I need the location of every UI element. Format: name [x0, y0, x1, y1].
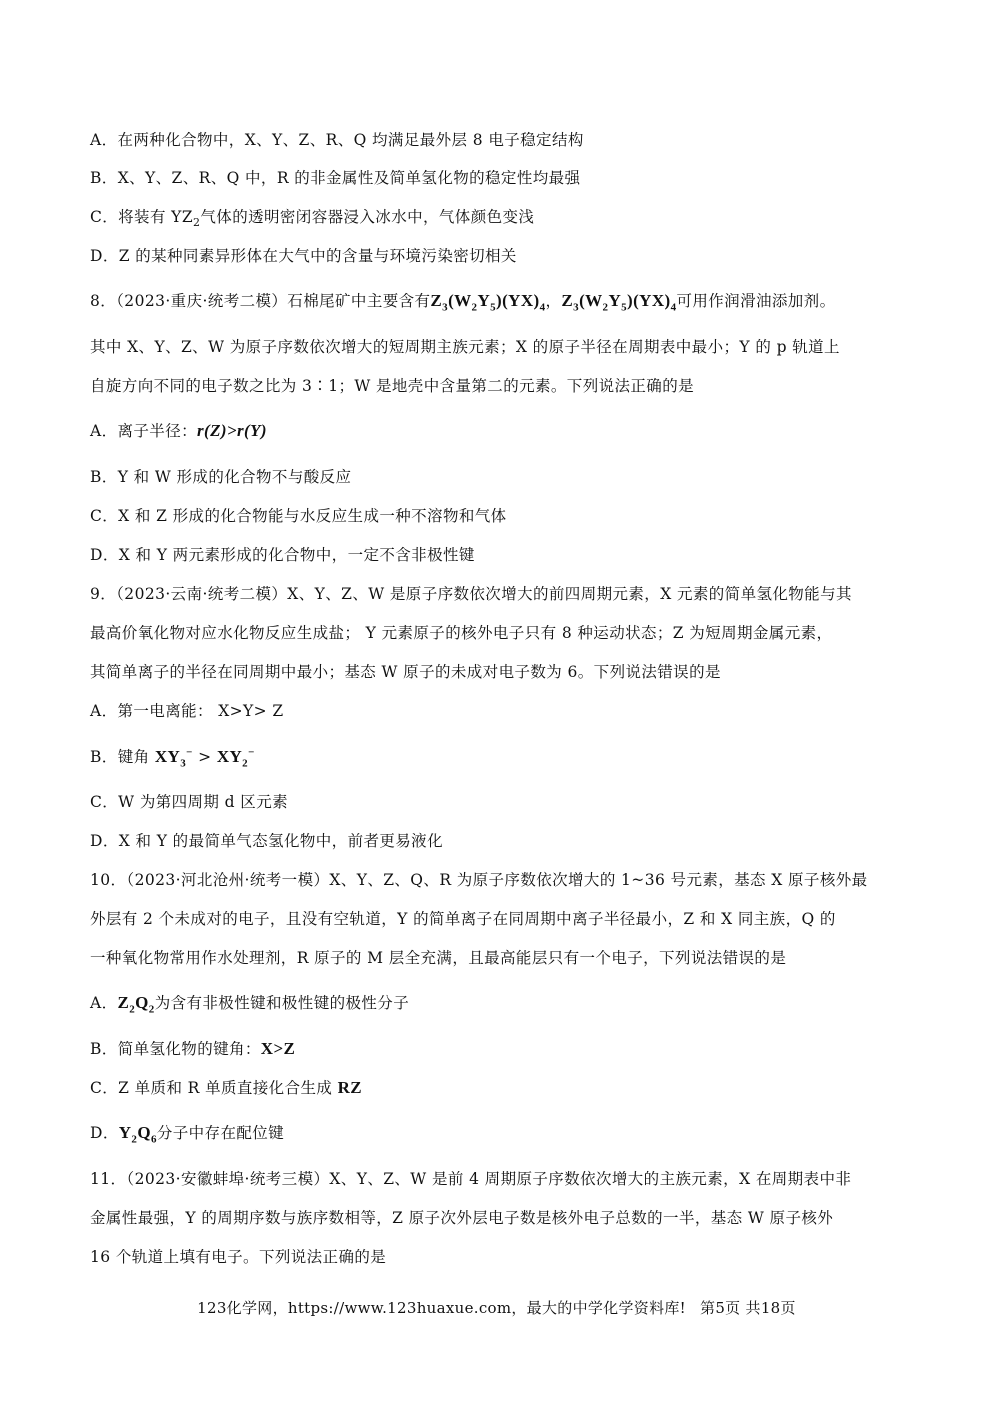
q7-option-d: D．Z 的某种同素异形体在大气中的含量与环境污染密切相关: [90, 247, 517, 265]
q7-option-c: C．将装有 $YZ_2$气体的透明密闭容器浸入冰水中，气体颜色变浅: [90, 208, 535, 230]
q10-option-b: B．简单氢化物的键角：X>Z: [90, 1039, 296, 1058]
q11-stem-line-2: 金属性最强，Y 的周期序数与族序数相等，Z 原子次外层电子数是核外电子总数的一半，基态 W 原子核外: [90, 1209, 834, 1227]
q8-formula-2: $Z_3(W_2Y_5)(YX)_4$: [561, 291, 677, 314]
q10-stem-line-2: 外层有 2 个未成对的电子，且没有空轨道，Y 的简单离子在同周期中离子半径最小，Z 和 X 同主族，Q 的: [90, 910, 836, 928]
q8-option-c: C．X 和 Z 形成的化合物能与水反应生成一种不溶物和气体: [90, 507, 507, 525]
q9-formula-1: $XY_3^-$: [154, 746, 193, 770]
q8-option-d: D．X 和 Y 两元素形成的化合物中，一定不含非极性键: [90, 546, 475, 564]
q10-formula-c: RZ: [337, 1078, 363, 1097]
q8-stem-line-2: 其中 X、Y、Z、W 为原子序数依次增大的短周期主族元素；X 的原子半径在周期表中最小；Y 的 p 轨道上: [90, 338, 840, 356]
q11-stem-line-3: 16 个轨道上填有电子。下列说法正确的是: [90, 1248, 387, 1266]
footer-site-text: 123化学网，https://www.123huaxue.com，最大的中学化学资料库!: [197, 1299, 687, 1317]
q9-option-c: C．W 为第四周期 d 区元素: [90, 793, 288, 811]
q10-formula-b: X>Z: [260, 1039, 296, 1058]
q9-option-b: B．键角 $XY_3^- > XY_2^-$: [90, 746, 255, 770]
q10-formula-d: $Y_2Q_6$: [118, 1123, 157, 1146]
q9-option-a: A．第一电离能： X>Y> Z: [90, 702, 284, 720]
q7-option-a: A．在两种化合物中，X、Y、Z、R、Q 均满足最外层 8 电子稳定结构: [90, 131, 584, 149]
q9-formula-2: $XY_2^-$: [216, 746, 255, 770]
q11-stem-line-1: 11．（2023·安徽蚌埠·统考三模）X、Y、Z、W 是前 4 周期原子序数依次增大的主族元素，X 在周期表中非: [90, 1170, 852, 1188]
page-footer: [0, 1297, 993, 1318]
q9-stem-line-1: 9．（2023·云南·统考二模）X、Y、Z、W 是原子序数依次增大的前四周期元素，X 元素的简单氢化物能与其: [90, 585, 852, 603]
q10-stem-line-1: 10．（2023·河北沧州·统考一模）X、Y、Z、Q、R 为原子序数依次增大的 1~36 号元素，基态 X 原子核外最: [90, 871, 868, 889]
q10-stem-line-3: 一种氧化物常用作水处理剂，R 原子的 M 层全充满，且最高能层只有一个电子，下列说法错误的是: [90, 949, 787, 967]
q10-option-c: C．Z 单质和 R 单质直接化合生成 RZ: [90, 1078, 363, 1097]
q8-option-b: B．Y 和 W 形成的化合物不与酸反应: [90, 468, 352, 486]
footer-page-number: 第5页 共18页: [700, 1299, 796, 1317]
q8-stem-line-3: 自旋方向不同的电子数之比为 3∶1；W 是地壳中含量第二的元素。下列说法正确的是: [90, 377, 695, 395]
q10-option-d: D．$Y_2Q_6$分子中存在配位键: [90, 1123, 285, 1146]
q9-stem-line-3: 其简单离子的半径在同周期中最小；基态 W 原子的未成对电子数为 6。下列说法错误的是: [90, 663, 721, 681]
q8-formula-1: $Z_3(W_2Y_5)(YX)_4$: [430, 291, 546, 314]
q8-stem-line-1: 8．（2023·重庆·统考二模）石棉尾矿中主要含有$Z_3(W_2Y_5)(YX)_4$，$Z_3(W_2Y_5)(YX)_4$可用作润滑油添加剂。: [90, 291, 836, 314]
q9-stem-line-2: 最高价氧化物对应水化物反应生成盐； Y 元素原子的核外电子只有 8 种运动状态；Z 为短周期金属元素，: [90, 624, 833, 642]
q8-formula-radius: r(Z)>r(Y): [197, 421, 267, 440]
q8-option-a: A．离子半径：r(Z)>r(Y): [90, 421, 267, 440]
q7-option-b: B．X、Y、Z、R、Q 中，R 的非金属性及简单氢化物的稳定性均最强: [90, 169, 581, 187]
q10-option-a: A．$Z_2Q_2$为含有非极性键和极性键的极性分子: [90, 993, 410, 1016]
q9-option-d: D．X 和 Y 的最简单气态氢化物中，前者更易液化: [90, 832, 443, 850]
q10-formula-a: $Z_2Q_2$: [117, 993, 155, 1016]
